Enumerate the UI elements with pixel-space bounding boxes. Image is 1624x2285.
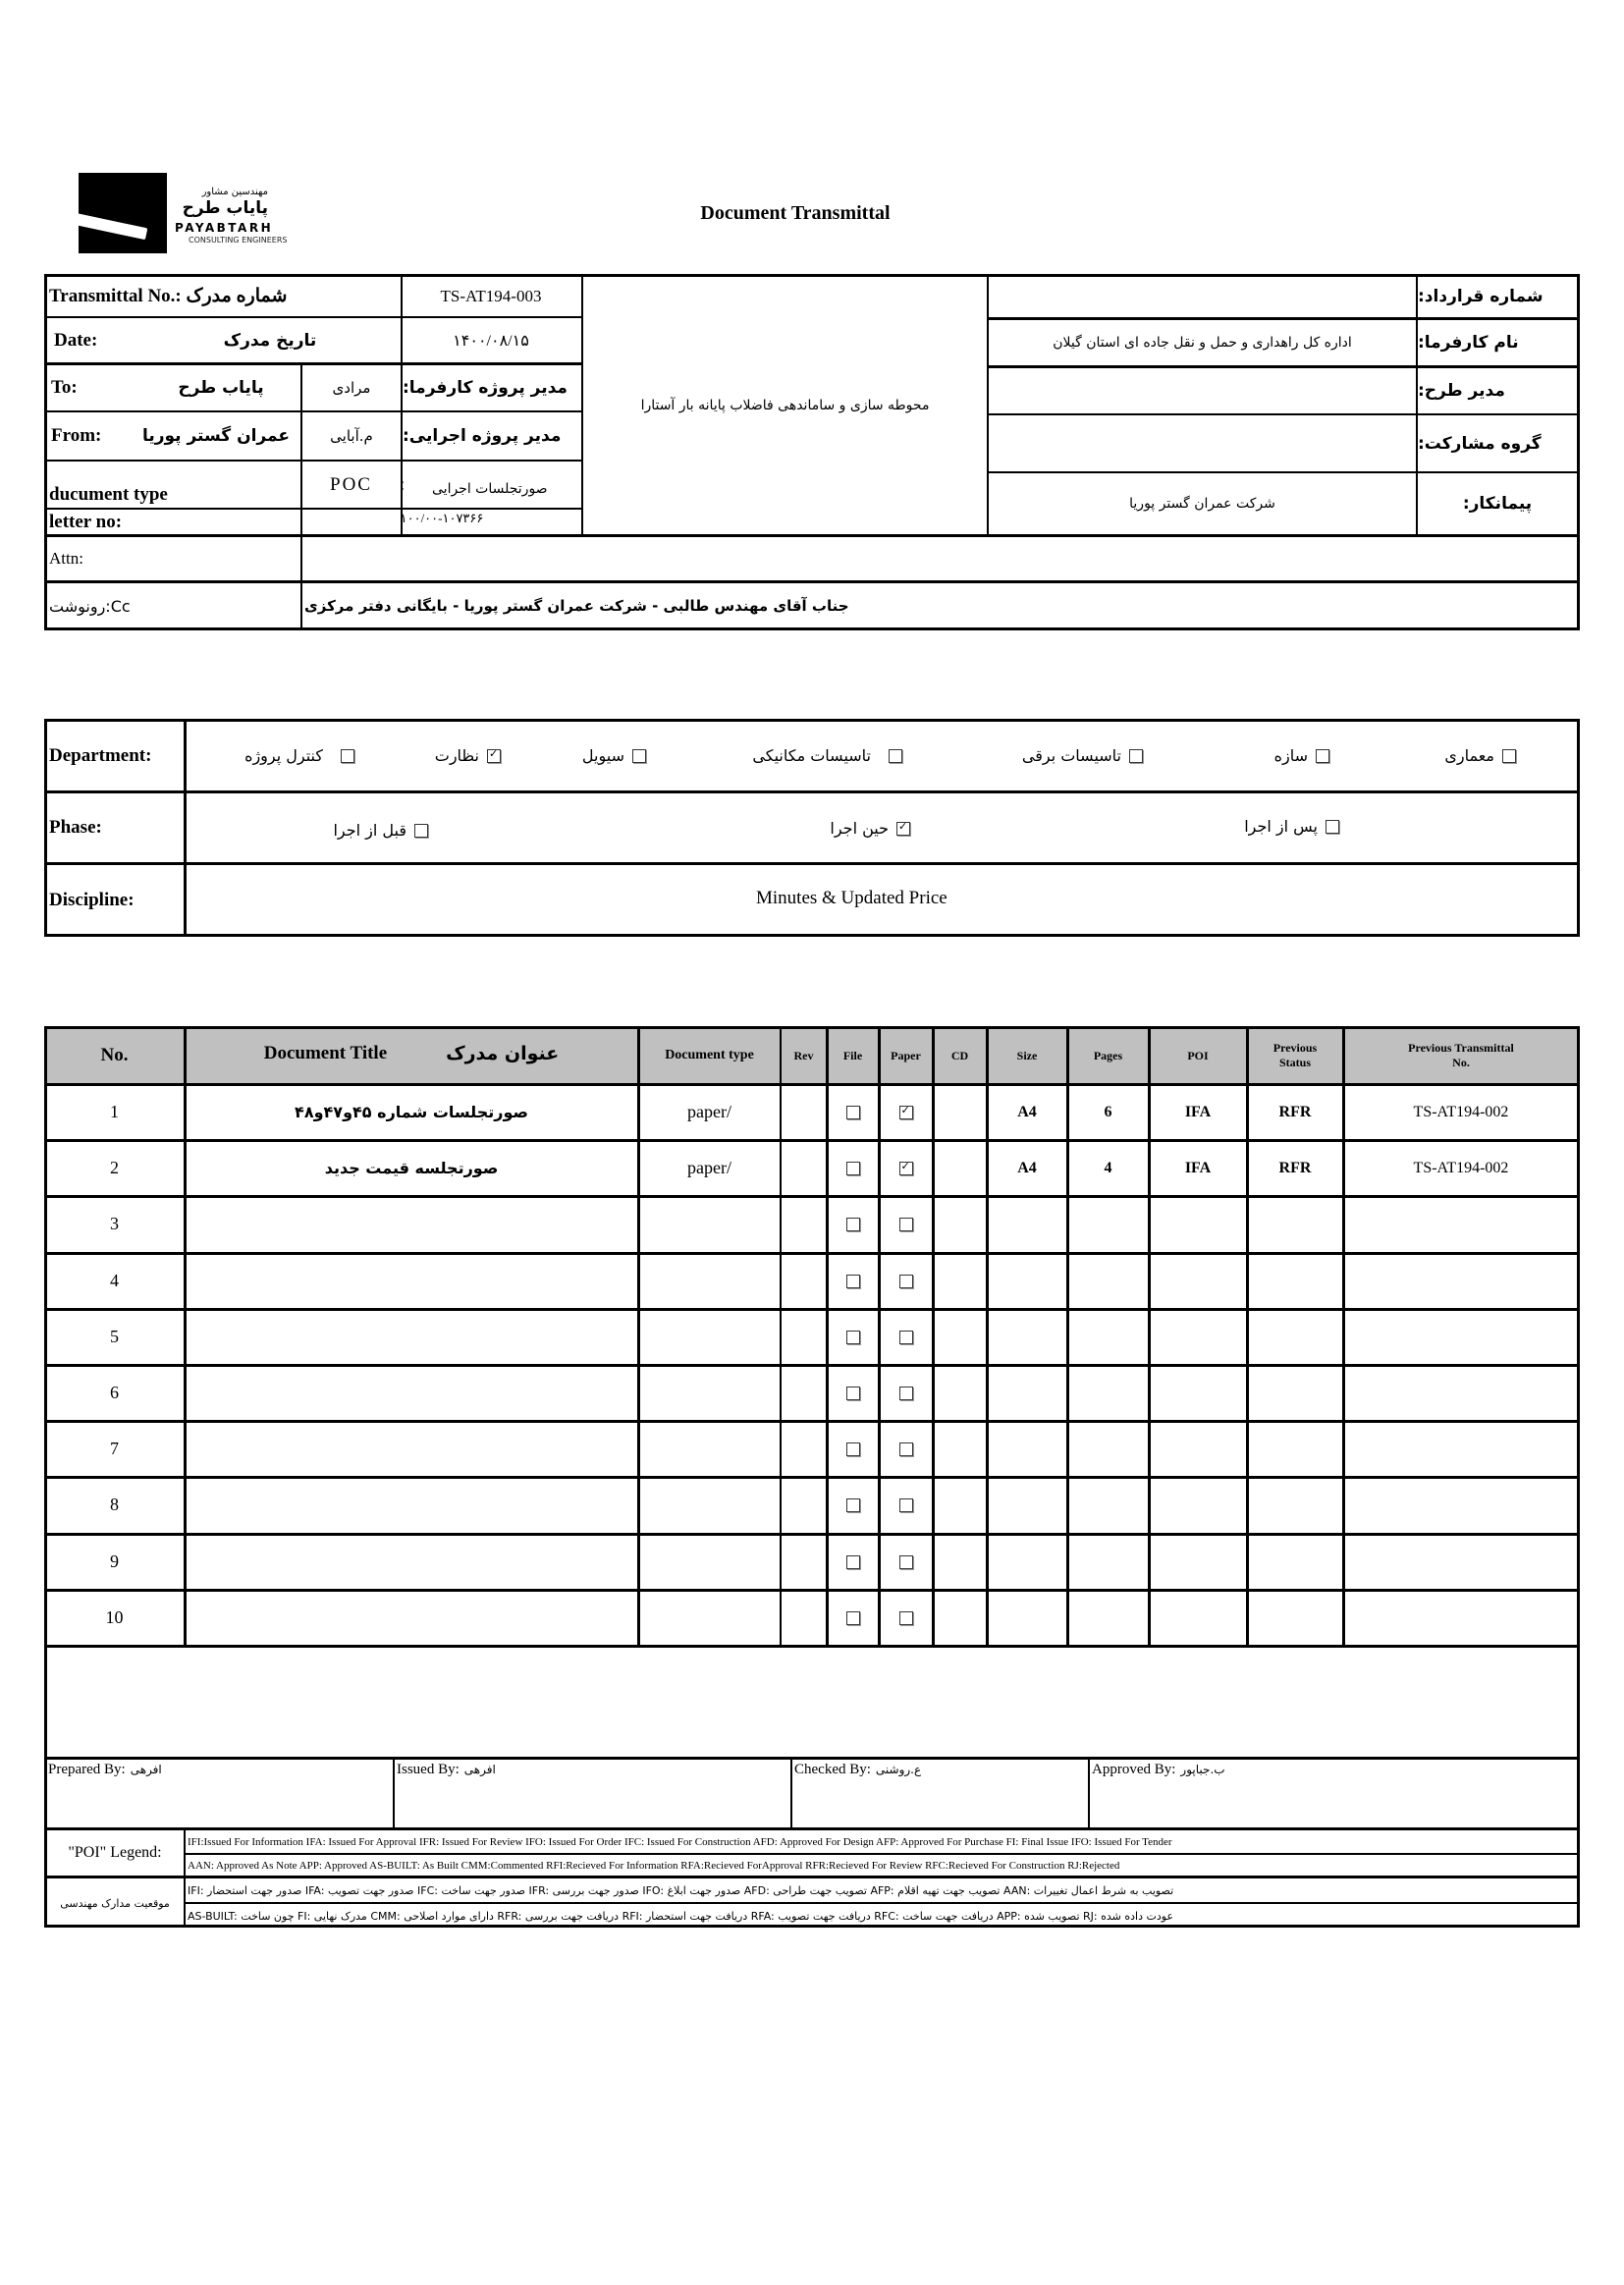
cell-paper — [879, 1140, 933, 1196]
cell-paper — [879, 1084, 933, 1140]
logo-fa-subtitle: مهندسین مشاور — [201, 187, 268, 197]
contractor-label: پیمانکار: — [1462, 494, 1533, 514]
exec-pm-label: مدیر پروژه اجرایی: — [403, 426, 562, 446]
department-option-project-control[interactable]: کنترل پروژه — [244, 746, 354, 765]
to-person: مرادی — [332, 379, 371, 397]
checkbox-icon[interactable] — [846, 1218, 860, 1231]
cell-file — [827, 1084, 879, 1140]
checkbox-icon[interactable] — [846, 1331, 860, 1344]
cell-file — [827, 1477, 879, 1533]
cell-prev-transmittal: TS-AT194-002 — [1413, 1159, 1509, 1176]
cell-doc-type: paper/ — [687, 1158, 731, 1177]
poi-legend-line-1: IFI:Issued For Information IFA: Issued For Approval IFR: Issued For Review IFO: Issued For Order IFC: Issued For Construction AFD: Approved For Design AFP: Approved For Purchase FI: Final Issue IFO: Issued For Tender — [188, 1835, 1172, 1848]
cell-file — [827, 1590, 879, 1646]
discipline-label: Discipline: — [49, 890, 135, 910]
to-value: پایاب طرح — [178, 378, 264, 398]
col-cd: CD — [950, 1048, 969, 1062]
page-title: Document Transmittal — [700, 202, 891, 224]
cc-value: جناب آقای مهندس طالبی - شرکت عمران گستر پوریا - بایگانی دفتر مرکزی — [304, 597, 849, 615]
fa-legend-label: موقعیت مدارک مهندسی — [60, 1896, 170, 1910]
checkbox-checked-icon[interactable] — [899, 1162, 913, 1175]
checkbox-icon[interactable] — [846, 1611, 860, 1625]
cell-no: 2 — [110, 1158, 119, 1177]
cell-no: 6 — [110, 1383, 119, 1402]
logo-fa-name: پایاب طرح — [182, 198, 268, 218]
from-label: From: — [51, 425, 102, 446]
cell-no: 9 — [110, 1551, 119, 1571]
company-logo — [79, 173, 295, 253]
cell-poi: IFA — [1184, 1103, 1212, 1120]
checkbox-icon[interactable] — [899, 1218, 913, 1231]
cell-no: 4 — [110, 1271, 119, 1290]
checkbox-icon[interactable] — [846, 1555, 860, 1569]
poi-legend-line-2: AAN: Approved As Note APP: Approved AS-BUILT: As Built CMM:Commented RFI:Recieved For Information RFA:Recieved ForApproval RFR:Recieved For Review RFC:Recieved For Construction RJ:Rejected — [188, 1859, 1120, 1872]
cell-size: A4 — [1017, 1103, 1037, 1120]
col-prev-status: Previous Status — [1272, 1041, 1318, 1069]
phase-option-during[interactable]: ✓ حین اجرا — [830, 819, 910, 838]
partnership-label: گروه مشارکت: — [1418, 433, 1542, 454]
checkbox-icon[interactable] — [899, 1387, 913, 1400]
cell-no: 8 — [110, 1495, 119, 1514]
prepared-by-label: Prepared By: — [48, 1761, 126, 1777]
col-size: Size — [1016, 1048, 1038, 1062]
cell-no: 3 — [110, 1214, 119, 1233]
checkbox-icon[interactable] — [899, 1442, 913, 1456]
issued-by-label: Issued By: — [397, 1761, 460, 1777]
cell-title: صورتجلسه قیمت جدید — [324, 1159, 499, 1177]
checkbox-icon[interactable] — [1326, 820, 1339, 834]
checked-by-label: Checked By: — [794, 1761, 871, 1777]
cell-paper — [879, 1421, 933, 1477]
checked-by-value: ع.روشنی — [875, 1763, 922, 1776]
plan-manager-label: مدیر طرح: — [1418, 381, 1505, 401]
doc-type-code: POC — [330, 474, 372, 495]
checkbox-checked-icon[interactable] — [487, 749, 501, 763]
cell-file — [827, 1309, 879, 1365]
cell-poi: IFA — [1184, 1159, 1212, 1176]
contract-no-label: شماره قرارداد: — [1418, 287, 1543, 306]
cell-paper — [879, 1365, 933, 1421]
col-rev: Rev — [793, 1048, 814, 1062]
client-pm-label: مدیر پروژه کارفرما: — [403, 378, 568, 398]
letter-no-label: letter no: — [49, 511, 123, 532]
letter-no-value: ۱۰۰/۰۰-۱۰۷۳۶۶ — [400, 511, 484, 525]
prepared-by-value: افرهی — [130, 1763, 162, 1776]
checkbox-icon[interactable] — [846, 1275, 860, 1288]
doc-type-value: صورتجلسات اجرایی — [432, 481, 548, 497]
discipline-value: Minutes & Updated Price — [756, 888, 947, 908]
cell-paper — [879, 1253, 933, 1309]
checkbox-icon[interactable] — [846, 1442, 860, 1456]
logo-mark-icon — [79, 173, 167, 253]
checkbox-icon[interactable] — [846, 1498, 860, 1512]
date-value: ۱۴۰۰/۰۸/۱۵ — [453, 332, 529, 350]
cell-file — [827, 1421, 879, 1477]
phase-label: Phase: — [49, 817, 102, 838]
department-option-mechanical[interactable]: تاسیسات مکانیکی — [752, 746, 902, 765]
checkbox-icon[interactable] — [1502, 749, 1516, 763]
approved-by-value: ب.جباپور — [1180, 1763, 1225, 1776]
from-person: م.آبایی — [330, 427, 373, 445]
department-option-electrical[interactable]: تاسیسات برقی — [1022, 746, 1143, 765]
cell-title: صورتجلسات شماره ۴۵و۴۷و۴۸ — [295, 1103, 528, 1121]
fa-legend-line-2: AS-BUILT: چون ساخت FI: مدرک نهایی CMM: دارای موارد اصلاحی RFR: دریافت جهت بررسی RFI: دریافت جهت استحضار RFA: دریافت جهت تصویب RFC: دریافت جهت ساخت APP: تصویب شده RJ: عودت داده شده — [188, 1909, 1174, 1923]
logo-en-subtitle: CONSULTING ENGINEERS — [189, 236, 288, 245]
department-option-supervision[interactable]: ✓ نظارت — [435, 746, 501, 765]
cell-file — [827, 1253, 879, 1309]
cell-pages: 6 — [1104, 1103, 1112, 1120]
cell-doc-type: paper/ — [687, 1102, 731, 1121]
cell-size: A4 — [1017, 1159, 1037, 1176]
checkbox-checked-icon[interactable] — [899, 1106, 913, 1119]
checkbox-checked-icon[interactable] — [896, 822, 910, 836]
poi-legend-label: "POI" Legend: — [68, 1844, 162, 1861]
checkbox-icon[interactable] — [846, 1106, 860, 1119]
col-poi: POI — [1187, 1048, 1209, 1062]
cell-paper — [879, 1590, 933, 1646]
cell-file — [827, 1534, 879, 1590]
attn-label: Attn: — [49, 549, 83, 568]
fa-legend-line-1: IFI: صدور جهت استحضار IFA: صدور جهت تصویب IFC: صدور جهت ساخت IFR: صدور جهت بررسی IFO: صدور جهت ابلاغ AFD: تصویب جهت طراحی AFP: تصویب جهت تهیه اقلام AAN: تصویب به شرط اعمال تغییرات — [188, 1883, 1174, 1897]
cell-no: 5 — [110, 1327, 119, 1346]
employer-value: اداره کل راهداری و حمل و نقل جاده ای استان گیلان — [1053, 335, 1352, 351]
checkbox-icon[interactable] — [899, 1611, 913, 1625]
contractor-value: شرکت عمران گستر پوریا — [1129, 496, 1275, 512]
phase-option-after[interactable]: پس از اجرا — [1244, 817, 1339, 836]
col-doc-type: Document type — [665, 1048, 754, 1062]
cell-prev-status: RFR — [1278, 1159, 1312, 1176]
department-option-civil[interactable]: سیویل — [582, 746, 646, 765]
employer-label: نام کارفرما: — [1418, 333, 1519, 353]
col-file: File — [842, 1048, 863, 1062]
checkbox-icon[interactable] — [341, 749, 354, 763]
checkbox-icon[interactable] — [889, 749, 902, 763]
from-value: عمران گستر پوریا — [141, 426, 291, 446]
phase-option-before[interactable]: قبل از اجرا — [333, 821, 428, 840]
doc-type-label: ducument type — [49, 484, 168, 505]
doc-type-separator: : — [399, 474, 407, 495]
checkbox-icon[interactable] — [632, 749, 646, 763]
cell-paper — [879, 1309, 933, 1365]
checkbox-icon[interactable] — [899, 1555, 913, 1569]
transmittal-no-value: TS-AT194-003 — [440, 286, 542, 305]
project-name: محوطه سازی و ساماندهی فاضلاب پایانه بار آستارا — [640, 397, 930, 413]
cell-file — [827, 1140, 879, 1196]
col-no: No. — [100, 1045, 129, 1065]
col-title-en: Document Title — [263, 1043, 388, 1063]
transmittal-no-label: Transmittal No.: شماره مدرک — [49, 286, 288, 306]
cell-file — [827, 1196, 879, 1252]
checkbox-icon[interactable] — [899, 1498, 913, 1512]
checkbox-icon[interactable] — [846, 1387, 860, 1400]
department-option-structure[interactable]: سازه — [1274, 746, 1329, 765]
checkbox-icon[interactable] — [1129, 749, 1143, 763]
cell-no: 1 — [110, 1102, 119, 1121]
checkbox-icon[interactable] — [1316, 749, 1329, 763]
col-pages: Pages — [1093, 1048, 1123, 1062]
cell-pages: 4 — [1104, 1159, 1112, 1176]
date-label: Date: — [54, 329, 98, 351]
department-label: Department: — [49, 745, 152, 766]
cc-label: Cc:رونوشت — [49, 596, 131, 616]
checkbox-icon[interactable] — [899, 1331, 913, 1344]
cell-prev-status: RFR — [1278, 1103, 1312, 1120]
cell-prev-transmittal: TS-AT194-002 — [1413, 1103, 1509, 1120]
col-prev-transmittal: Previous Transmittal No. — [1408, 1041, 1514, 1069]
cell-paper — [879, 1196, 933, 1252]
checkbox-icon[interactable] — [899, 1275, 913, 1288]
cell-no: 10 — [105, 1607, 124, 1627]
cell-file — [827, 1365, 879, 1421]
col-paper: Paper — [891, 1048, 921, 1062]
checkbox-icon[interactable] — [414, 824, 428, 838]
logo-en-name: PAYABTARH — [175, 221, 274, 235]
to-label: To: — [51, 377, 78, 398]
checkbox-icon[interactable] — [846, 1162, 860, 1175]
date-label-fa: تاریخ مدرک — [223, 330, 317, 351]
department-option-architecture[interactable]: معماری — [1444, 746, 1516, 765]
cell-paper — [879, 1534, 933, 1590]
cell-no: 7 — [110, 1439, 119, 1458]
col-title-fa: عنوان مدرک — [446, 1043, 560, 1064]
issued-by-value: افرهی — [463, 1763, 496, 1776]
approved-by-label: Approved By: — [1092, 1761, 1176, 1777]
cell-paper — [879, 1477, 933, 1533]
